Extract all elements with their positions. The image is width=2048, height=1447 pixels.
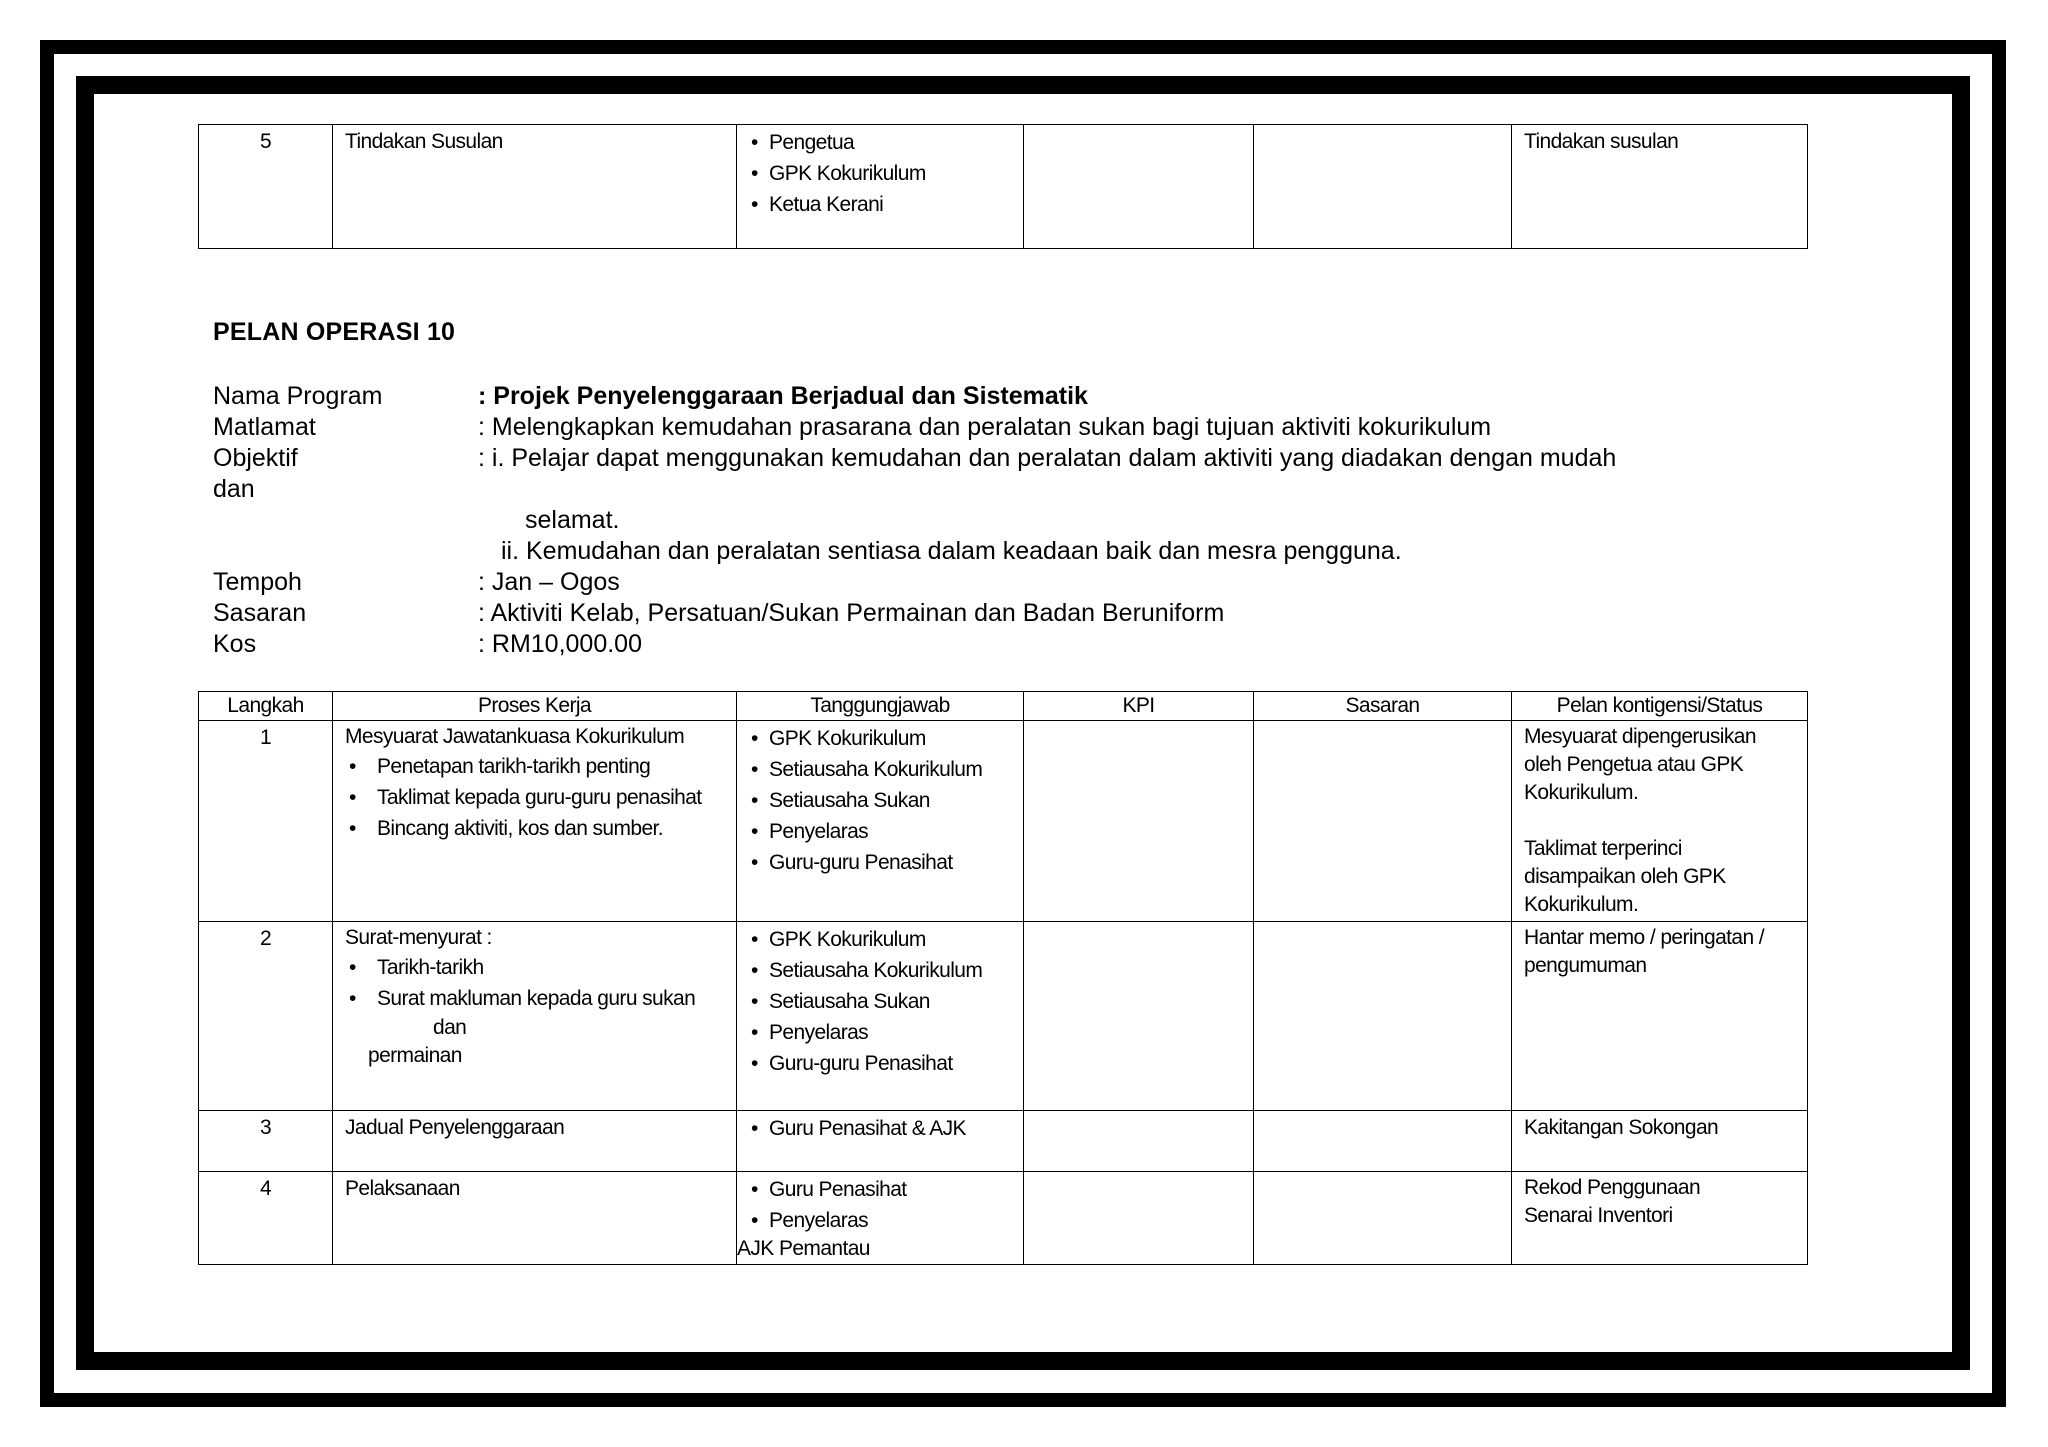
cost-value: : RM10,000.00 <box>478 630 642 658</box>
previous-plan-table <box>198 124 1808 249</box>
program-value: : Projek Penyelenggaraan Berjadual dan Sistematik <box>478 382 1088 410</box>
list-item: • Setiausaha Sukan <box>749 986 1011 1017</box>
contingency-line: Kokurikulum. <box>1524 893 1639 916</box>
table-row <box>199 125 1808 249</box>
contingency-cell <box>1512 1111 1808 1172</box>
contingency-line: Senarai Inventori <box>1524 1204 1673 1227</box>
process-title: Surat-menyurat : <box>345 926 492 949</box>
target-cell <box>1254 721 1512 922</box>
column-header: Tanggungjawab <box>737 692 1024 721</box>
list-item: • Penyelaras <box>749 1205 1011 1236</box>
contingency-line: Kakitangan Sokongan <box>1524 1116 1719 1139</box>
program-label: Nama Program <box>213 382 383 410</box>
contingency-line: Mesyuarat dipengerusikan <box>1524 725 1756 748</box>
list-item: • Bincang aktiviti, kos dan sumber. <box>345 813 724 844</box>
column-header: Proses Kerja <box>333 692 737 721</box>
contingency-line: Rekod Penggunaan <box>1524 1176 1701 1199</box>
table-row <box>199 1111 1808 1172</box>
list-item: • Guru-guru Penasihat <box>749 1048 1011 1079</box>
objective-line-2: selamat. <box>525 506 620 534</box>
objective-line-3: ii. Kemudahan dan peralatan sentiasa dalam keadaan baik dan mesra pengguna. <box>501 537 1402 565</box>
process-cell: Jadual Penyelenggaraan <box>333 1111 737 1172</box>
responsible-list <box>749 723 1011 878</box>
goal-label: Matlamat <box>213 413 316 441</box>
list-item: • Penyelaras <box>749 1017 1011 1048</box>
responsible-cell <box>737 1111 1024 1172</box>
target-value: : Aktiviti Kelab, Persatuan/Sukan Permainan dan Badan Beruniform <box>478 599 1225 627</box>
contingency-cell <box>1512 922 1808 1111</box>
objective-wrap: dan <box>213 475 255 503</box>
step-number: 3 <box>199 1111 333 1172</box>
table-row <box>199 721 1808 922</box>
responsible-list <box>749 924 1011 1079</box>
list-item: • Ketua Kerani <box>749 189 1011 220</box>
responsible-cell <box>737 922 1024 1111</box>
process-cell <box>333 922 737 1111</box>
process-cell: Pelaksanaan <box>333 1172 737 1265</box>
step-number: 4 <box>199 1172 333 1265</box>
contingency-line: Kokurikulum. <box>1524 781 1639 804</box>
target-cell <box>1254 1111 1512 1172</box>
responsible-cell <box>737 721 1024 922</box>
table-header-row <box>199 692 1808 721</box>
target-cell <box>1254 125 1512 249</box>
table-row <box>199 1172 1808 1265</box>
contingency-cell <box>1512 721 1808 922</box>
contingency-line: disampaikan oleh GPK <box>1524 865 1726 888</box>
list-item: • Penyelaras <box>749 816 1011 847</box>
period-value: : Jan – Ogos <box>478 568 620 596</box>
list-item: • Pengetua <box>749 127 1011 158</box>
list-item: • Surat makluman kepada guru sukan <box>345 983 724 1014</box>
period-label: Tempoh <box>213 568 302 596</box>
objective-label: Objektif <box>213 444 298 472</box>
list-item: • Setiausaha Kokurikulum <box>749 955 1011 986</box>
list-item: • Taklimat kepada guru-guru penasihat <box>345 782 724 813</box>
column-header: Langkah <box>199 692 333 721</box>
target-cell <box>1254 1172 1512 1265</box>
list-item: • GPK Kokurikulum <box>749 723 1011 754</box>
process-continuation: dan <box>433 1016 467 1039</box>
plan-table <box>198 691 1808 1265</box>
cost-label: Kos <box>213 630 257 658</box>
list-item: • Guru Penasihat & AJK <box>749 1113 1011 1144</box>
kpi-cell <box>1024 1111 1254 1172</box>
list-item: • Penetapan tarikh-tarikh penting <box>345 751 724 782</box>
responsible-cell <box>737 1172 1024 1265</box>
kpi-cell <box>1024 1172 1254 1265</box>
kpi-cell <box>1024 721 1254 922</box>
step-number: 2 <box>199 922 333 1111</box>
column-header: KPI <box>1024 692 1254 721</box>
contingency-line: Hantar memo / peringatan / <box>1524 926 1765 949</box>
column-header: Sasaran <box>1254 692 1512 721</box>
list-item: • Guru Penasihat <box>749 1174 1011 1205</box>
process-list <box>345 751 724 844</box>
list-item: • Tarikh-tarikh <box>345 952 724 983</box>
responsible-list <box>749 1113 1011 1144</box>
plan-heading: PELAN OPERASI 10 <box>213 318 456 346</box>
target-cell <box>1254 922 1512 1111</box>
process-continuation: permainan <box>368 1044 462 1067</box>
contingency-cell <box>1512 1172 1808 1265</box>
process-cell: Tindakan Susulan <box>333 125 737 249</box>
list-item: • GPK Kokurikulum <box>749 924 1011 955</box>
step-number: 5 <box>199 125 333 249</box>
target-label: Sasaran <box>213 599 307 627</box>
process-title: Mesyuarat Jawatankuasa Kokurikulum <box>345 725 685 748</box>
list-item: • Setiausaha Kokurikulum <box>749 754 1011 785</box>
list-item: • Guru-guru Penasihat <box>749 847 1011 878</box>
list-item: • GPK Kokurikulum <box>749 158 1011 189</box>
contingency-line: oleh Pengetua atau GPK <box>1524 753 1744 776</box>
step-number: 1 <box>199 721 333 922</box>
kpi-cell <box>1024 922 1254 1111</box>
responsible-continuation: AJK Pemantau <box>737 1237 870 1260</box>
contingency-cell: Tindakan susulan <box>1512 125 1808 249</box>
kpi-cell <box>1024 125 1254 249</box>
goal-value: : Melengkapkan kemudahan prasarana dan peralatan sukan bagi tujuan aktiviti kokurikulum <box>478 413 1492 441</box>
responsible-list <box>749 1174 1011 1236</box>
column-header: Pelan kontigensi/Status <box>1512 692 1808 721</box>
table-row <box>199 922 1808 1111</box>
responsible-cell <box>737 125 1024 249</box>
contingency-line: pengumuman <box>1524 954 1647 977</box>
process-cell <box>333 721 737 922</box>
list-item: • Setiausaha Sukan <box>749 785 1011 816</box>
responsible-list <box>749 127 1011 220</box>
contingency-line: Taklimat terperinci <box>1524 837 1682 860</box>
contingency-spacer <box>1524 807 1795 835</box>
objective-line-1: : i. Pelajar dapat menggunakan kemudahan dan peralatan dalam aktiviti yang diadakan dengan mudah <box>478 444 1617 472</box>
process-list <box>345 952 724 1014</box>
